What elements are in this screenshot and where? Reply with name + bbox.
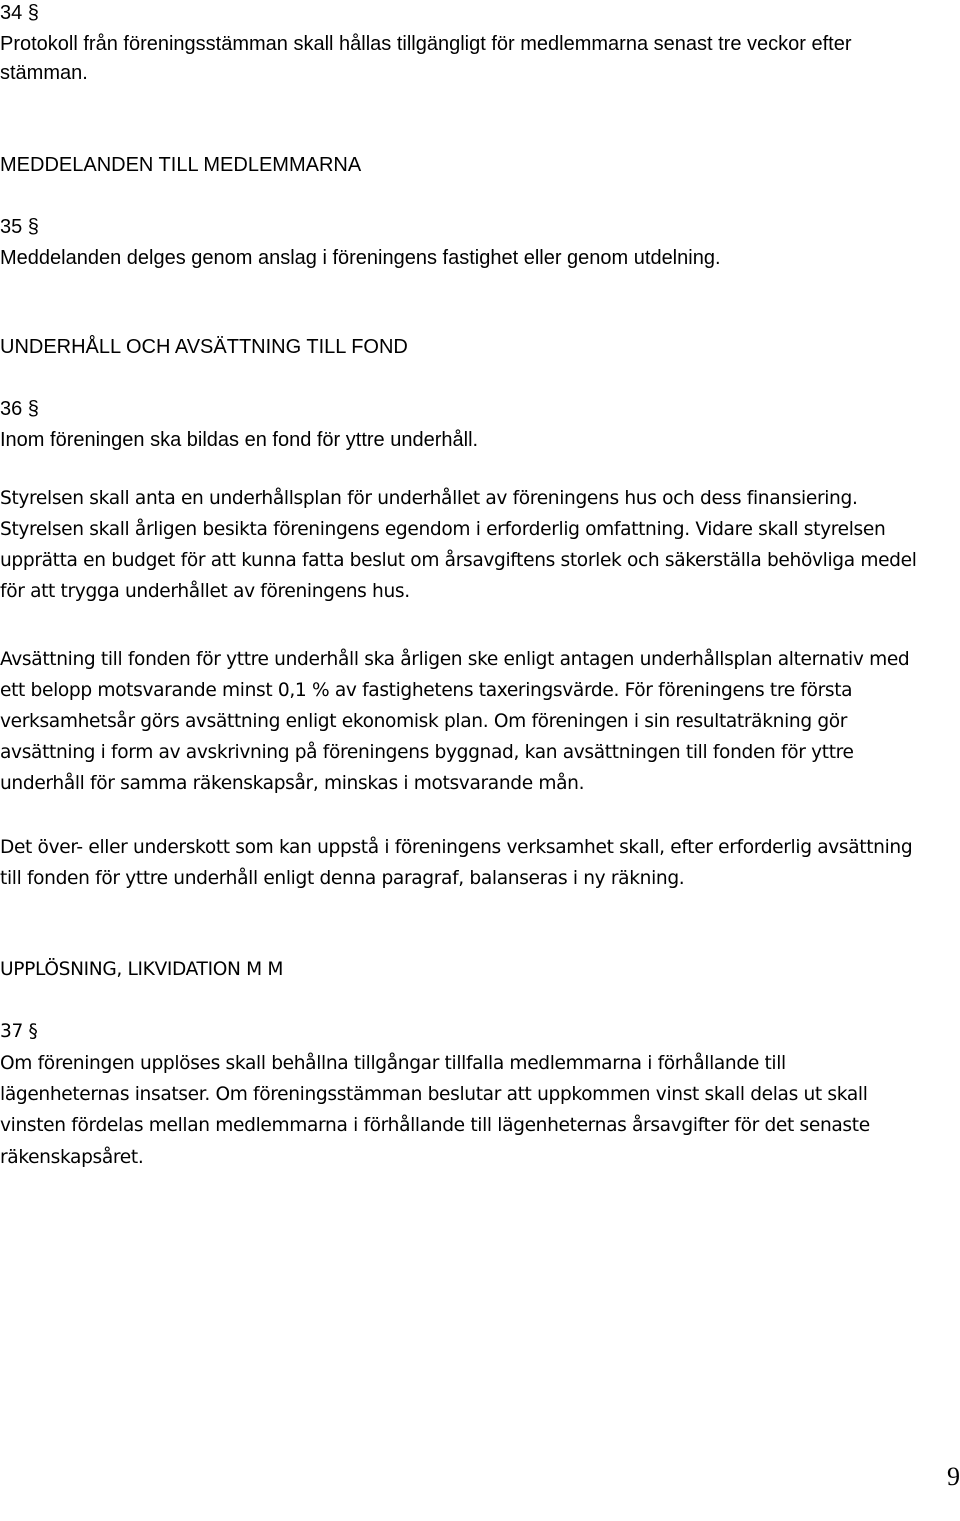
- section-number-35: 35 §: [0, 216, 39, 238]
- section-36-para3-line-2: till fonden för yttre underhåll enligt denna paragraf, balanseras i ny räkning.: [0, 868, 685, 889]
- section-36-para1-line-1: Styrelsen skall anta en underhållsplan för underhållet av föreningens hus och dess finansiering.: [0, 488, 858, 509]
- section-number-37: 37 §: [0, 1021, 38, 1042]
- section-36-para2-line-4: avsättning i form av avskrivning på föreningens byggnad, kan avsättningen till fonden för yttre: [0, 742, 854, 763]
- section-36-para2-line-1: Avsättning till fonden för yttre underhåll ska årligen ske enligt antagen underhållsplan alternativ med: [0, 649, 910, 670]
- page-number: 9: [947, 1462, 960, 1491]
- section-37-text-line-1: Om föreningen upplöses skall behållna tillgångar tillfalla medlemmarna i förhållande till: [0, 1053, 786, 1074]
- section-37-text-line-4: räkenskapsåret.: [0, 1147, 144, 1168]
- section-36-text: Inom föreningen ska bildas en fond för yttre underhåll.: [0, 429, 479, 451]
- section-34-text-line-1: Protokoll från föreningsstämman skall hållas tillgängligt för medlemmarna senast tre veckor efter: [0, 33, 852, 55]
- heading-upplosning: UPPLÖSNING, LIKVIDATION M M: [0, 959, 284, 980]
- section-36-para2-line-3: verksamhetsår görs avsättning enligt ekonomisk plan. Om föreningen i sin resultaträkning gör: [0, 711, 848, 732]
- section-37-text-line-2: lägenheternas insatser. Om föreningsstämman beslutar att uppkommen vinst skall delas ut skall: [0, 1084, 868, 1105]
- section-35-text: Meddelanden delges genom anslag i föreningens fastighet eller genom utdelning.: [0, 247, 721, 269]
- section-36-para1-line-3: upprätta en budget för att kunna fatta beslut om årsavgiftens storlek och säkerställa behövliga medel: [0, 550, 917, 571]
- heading-underhall: UNDERHÅLL OCH AVSÄTTNING TILL FOND: [0, 336, 408, 358]
- section-34-text-line-2: stämman.: [0, 62, 88, 84]
- section-37-text-line-3: vinsten fördelas mellan medlemmarna i förhållande till lägenheternas årsavgifter för det senaste: [0, 1115, 870, 1136]
- section-number-34: 34 §: [0, 2, 39, 24]
- section-number-36: 36 §: [0, 398, 39, 420]
- section-36-para3-line-1: Det över- eller underskott som kan uppstå i föreningens verksamhet skall, efter erforderlig avsättning: [0, 837, 913, 858]
- section-36-para2-line-2: ett belopp motsvarande minst 0,1 % av fastighetens taxeringsvärde. För föreningens tre första: [0, 680, 853, 701]
- section-36-para1-line-4: för att trygga underhållet av föreningens hus.: [0, 581, 410, 602]
- heading-meddelanden: MEDDELANDEN TILL MEDLEMMARNA: [0, 154, 362, 176]
- section-36-para1-line-2: Styrelsen skall årligen besikta föreningens egendom i erforderlig omfattning. Vidare skall styrelsen: [0, 519, 886, 540]
- section-36-para2-line-5: underhåll för samma räkenskapsår, minskas i motsvarande mån.: [0, 773, 585, 794]
